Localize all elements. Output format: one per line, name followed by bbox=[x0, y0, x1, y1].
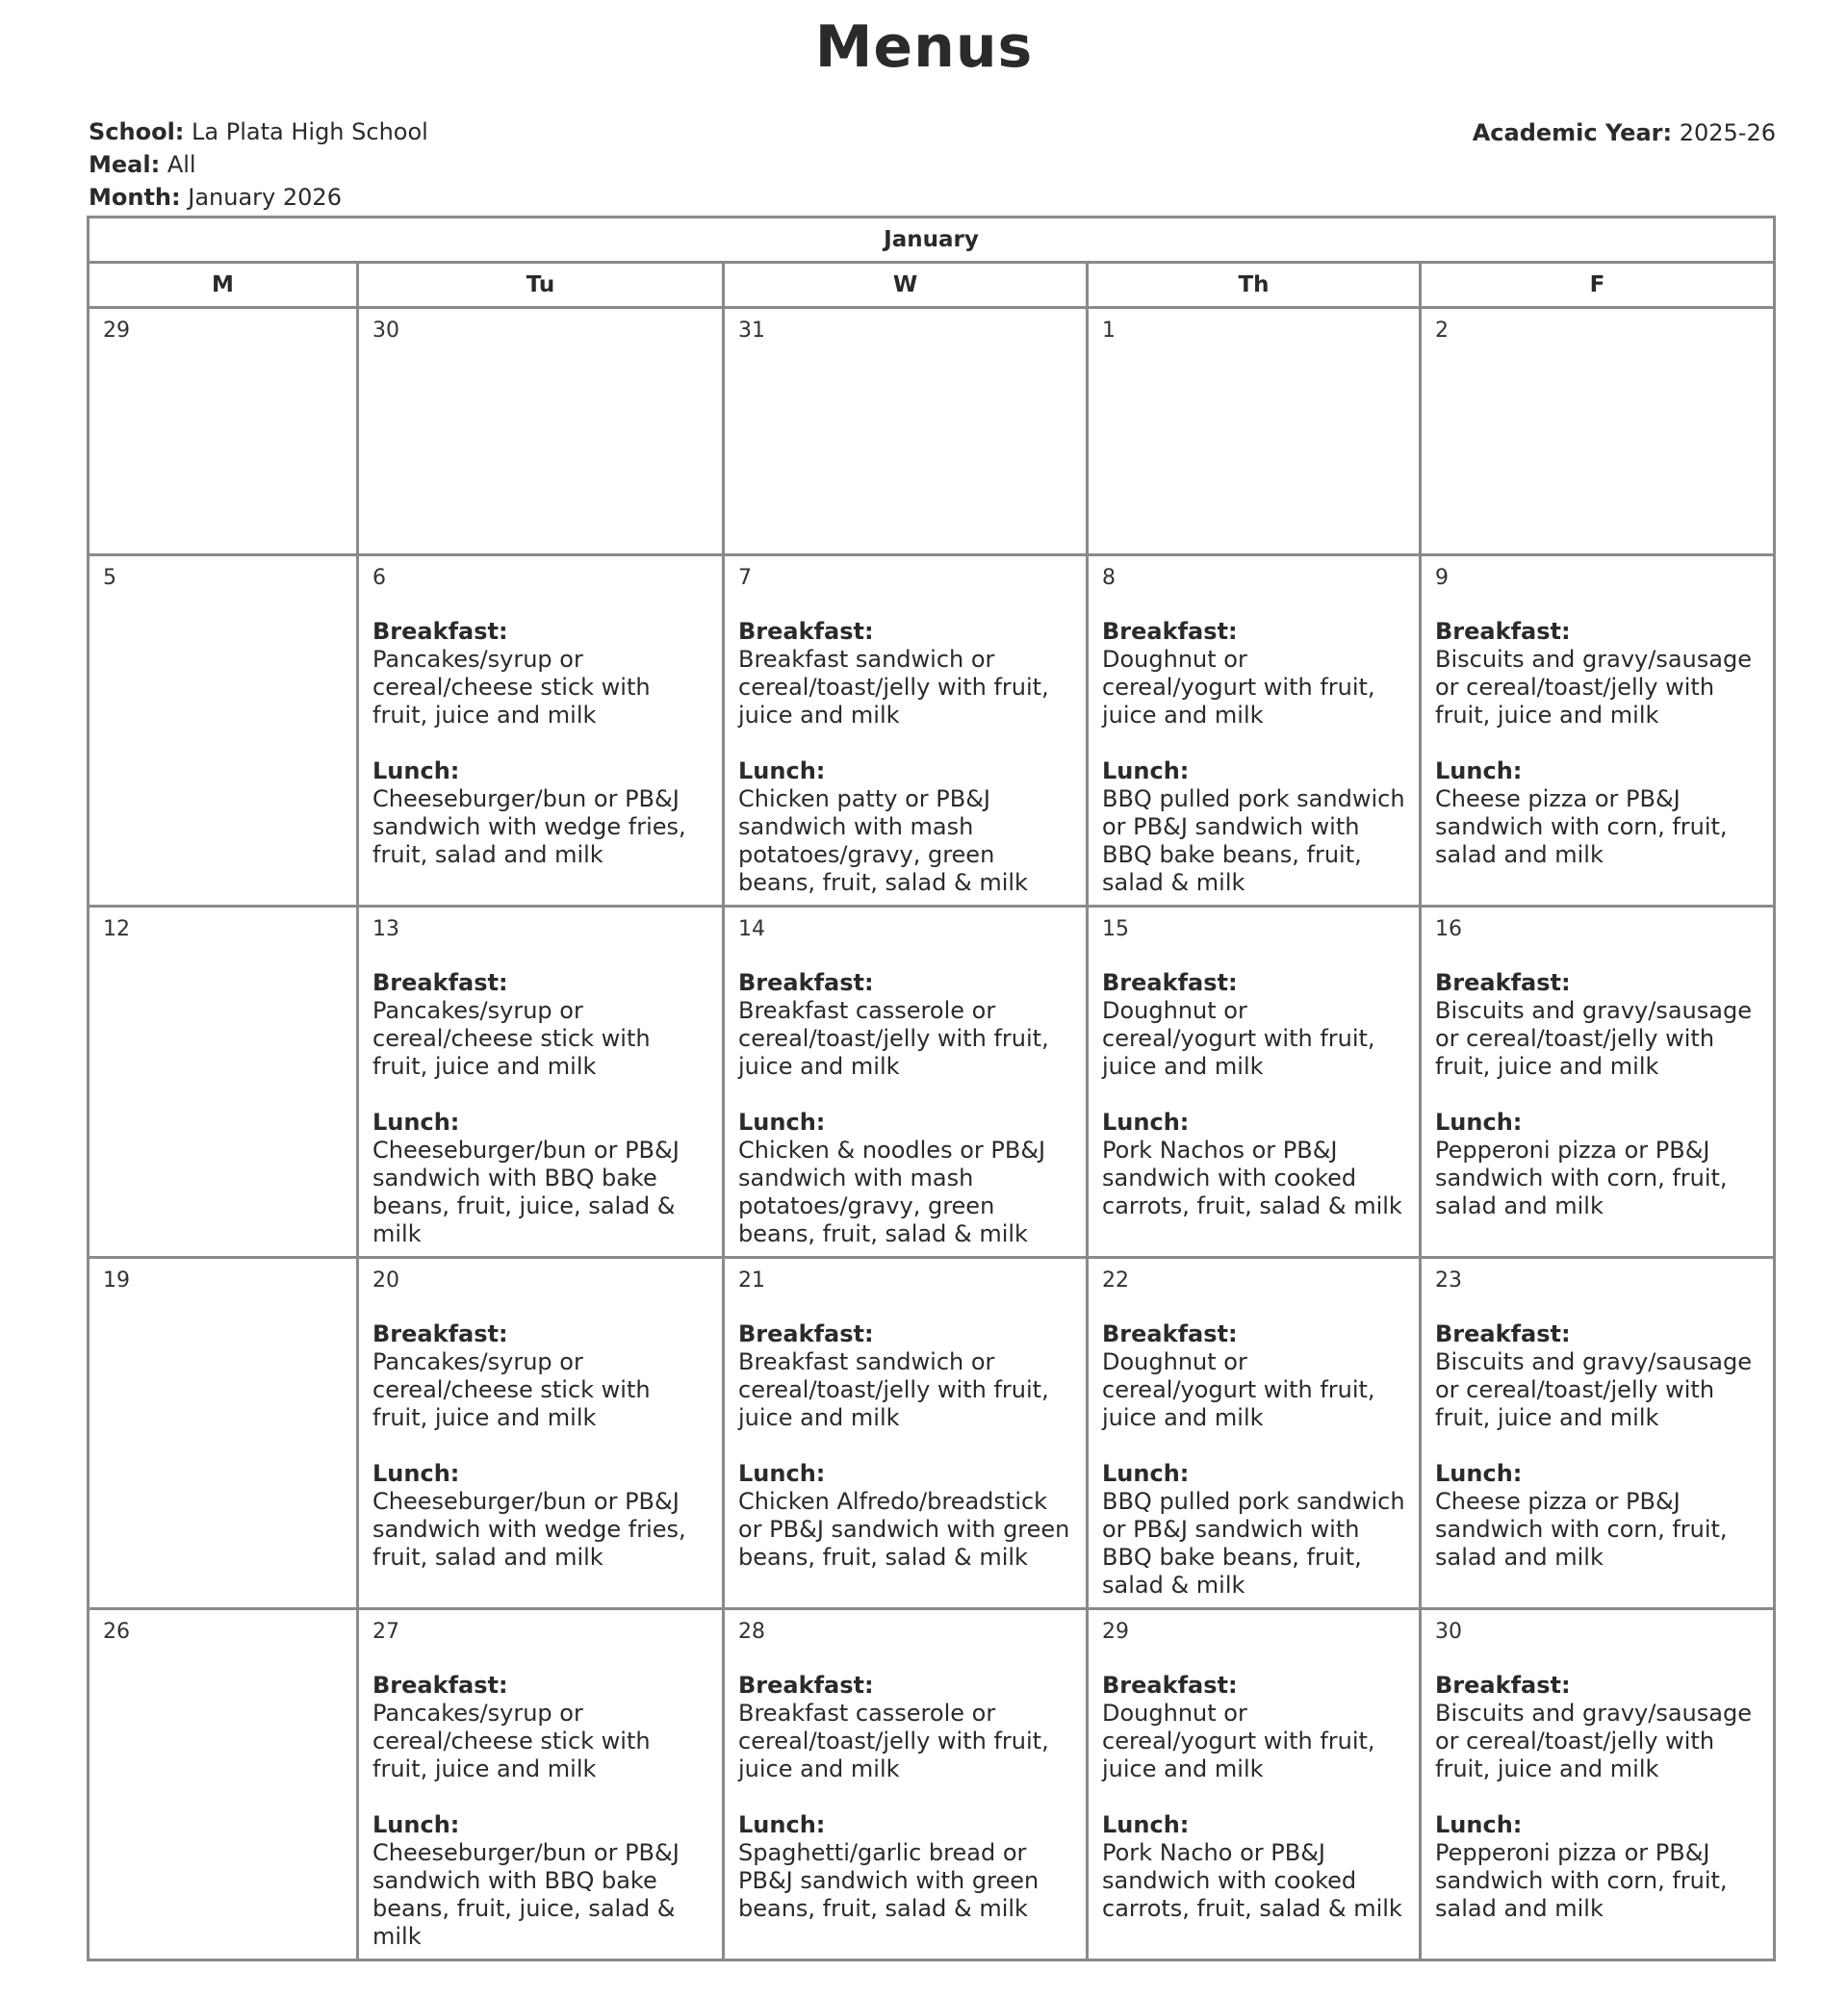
calendar-week-row bbox=[89, 308, 1775, 555]
lunch-label: Lunch: bbox=[738, 1460, 826, 1487]
lunch-label: Lunch: bbox=[372, 1811, 460, 1838]
academic-year-line bbox=[1473, 119, 1776, 146]
breakfast-menu: Breakfast sandwich or cereal/toast/jelly with fruit, juice and milk bbox=[738, 1348, 1049, 1431]
day-number: 8 bbox=[1102, 566, 1116, 590]
lunch-label: Lunch: bbox=[1435, 1811, 1523, 1838]
academic-year-label: Academic Year: bbox=[1472, 119, 1673, 146]
meal-line bbox=[89, 148, 428, 181]
calendar-day-cell bbox=[89, 1258, 358, 1609]
breakfast-menu: Pancakes/syrup or cereal/cheese stick with fruit, juice and milk bbox=[372, 1348, 651, 1431]
weekday-header: Th bbox=[1088, 263, 1421, 308]
lunch-menu: BBQ pulled pork sandwich or PB&J sandwich with BBQ bake beans, fruit, salad & milk bbox=[1102, 785, 1405, 896]
day-number: 30 bbox=[372, 319, 399, 343]
breakfast-label: Breakfast: bbox=[738, 1320, 874, 1347]
lunch-menu: Cheeseburger/bun or PB&J sandwich with BBQ bake beans, fruit, juice, salad & milk bbox=[372, 1137, 680, 1247]
lunch-menu: Cheese pizza or PB&J sandwich with corn, fruit, salad and milk bbox=[1435, 1488, 1728, 1571]
lunch-menu: Cheeseburger/bun or PB&J sandwich with BBQ bake beans, fruit, juice, salad & milk bbox=[372, 1839, 680, 1950]
day-number: 13 bbox=[372, 917, 399, 941]
calendar-month-header: January bbox=[89, 218, 1775, 263]
breakfast-label: Breakfast: bbox=[1102, 969, 1238, 996]
weekday-header: Tu bbox=[358, 263, 724, 308]
breakfast-menu: Breakfast casserole or cereal/toast/jelly with fruit, juice and milk bbox=[738, 1700, 1049, 1782]
lunch-menu: Chicken Alfredo/breadstick or PB&J sandwich with green beans, fruit, salad & milk bbox=[738, 1488, 1070, 1571]
breakfast-menu: Biscuits and gravy/sausage or cereal/toast/jelly with fruit, juice and milk bbox=[1435, 1348, 1752, 1431]
breakfast-label: Breakfast: bbox=[372, 1320, 508, 1347]
breakfast-label: Breakfast: bbox=[372, 969, 508, 996]
lunch-label: Lunch: bbox=[1102, 1811, 1190, 1838]
day-number: 12 bbox=[103, 917, 130, 941]
menu-info bbox=[89, 115, 428, 214]
lunch-label: Lunch: bbox=[372, 757, 460, 784]
breakfast-menu: Doughnut or cereal/yogurt with fruit, juice and milk bbox=[1102, 1348, 1375, 1431]
calendar-day-cell bbox=[358, 1609, 724, 1960]
lunch-menu: Cheeseburger/bun or PB&J sandwich with wedge fries, fruit, salad and milk bbox=[372, 785, 686, 868]
breakfast-menu: Breakfast casserole or cereal/toast/jelly with fruit, juice and milk bbox=[738, 997, 1049, 1080]
breakfast-label: Breakfast: bbox=[738, 1672, 874, 1699]
day-number: 5 bbox=[103, 566, 116, 590]
calendar-week-row bbox=[89, 1609, 1775, 1960]
breakfast-menu: Pancakes/syrup or cereal/cheese stick with fruit, juice and milk bbox=[372, 997, 651, 1080]
day-number: 6 bbox=[372, 566, 386, 590]
day-number: 30 bbox=[1435, 1620, 1462, 1644]
calendar-day-cell bbox=[358, 907, 724, 1258]
calendar-day-cell bbox=[89, 1609, 358, 1960]
day-number: 29 bbox=[1102, 1620, 1129, 1644]
weekday-header-row bbox=[89, 263, 1775, 308]
day-number: 14 bbox=[738, 917, 765, 941]
day-number: 22 bbox=[1102, 1268, 1129, 1293]
breakfast-label: Breakfast: bbox=[1102, 1672, 1238, 1699]
breakfast-label: Breakfast: bbox=[372, 1672, 508, 1699]
breakfast-label: Breakfast: bbox=[1435, 1320, 1571, 1347]
lunch-label: Lunch: bbox=[372, 1460, 460, 1487]
day-number: 20 bbox=[372, 1268, 399, 1293]
calendar-day-cell bbox=[1421, 555, 1775, 907]
lunch-menu: Spaghetti/garlic bread or PB&J sandwich with green beans, fruit, salad & milk bbox=[738, 1839, 1040, 1922]
breakfast-menu: Pancakes/syrup or cereal/cheese stick with fruit, juice and milk bbox=[372, 646, 651, 729]
breakfast-menu: Pancakes/syrup or cereal/cheese stick with fruit, juice and milk bbox=[372, 1700, 651, 1782]
lunch-menu: Chicken & noodles or PB&J sandwich with mash potatoes/gravy, green beans, fruit, salad & milk bbox=[738, 1137, 1046, 1247]
calendar-day-cell bbox=[724, 907, 1088, 1258]
breakfast-label: Breakfast: bbox=[1435, 969, 1571, 996]
meal-label: Meal: bbox=[89, 151, 161, 178]
lunch-label: Lunch: bbox=[1102, 1460, 1190, 1487]
lunch-menu: Cheeseburger/bun or PB&J sandwich with wedge fries, fruit, salad and milk bbox=[372, 1488, 686, 1571]
breakfast-label: Breakfast: bbox=[738, 618, 874, 645]
lunch-label: Lunch: bbox=[1435, 757, 1523, 784]
lunch-menu: Pork Nacho or PB&J sandwich with cooked carrots, fruit, salad & milk bbox=[1102, 1839, 1402, 1922]
weekday-header: W bbox=[724, 263, 1088, 308]
calendar-day-cell bbox=[358, 308, 724, 555]
calendar-week-row bbox=[89, 555, 1775, 907]
breakfast-menu: Biscuits and gravy/sausage or cereal/toast/jelly with fruit, juice and milk bbox=[1435, 997, 1752, 1080]
lunch-label: Lunch: bbox=[1435, 1109, 1523, 1136]
calendar-day-cell bbox=[1421, 1609, 1775, 1960]
lunch-menu: Pepperoni pizza or PB&J sandwich with corn, fruit, salad and milk bbox=[1435, 1839, 1728, 1922]
lunch-menu: Pepperoni pizza or PB&J sandwich with corn, fruit, salad and milk bbox=[1435, 1137, 1728, 1219]
calendar-day-cell bbox=[89, 308, 358, 555]
day-number: 9 bbox=[1435, 566, 1449, 590]
school-label: School: bbox=[89, 118, 185, 145]
month-value: January 2026 bbox=[188, 184, 342, 211]
calendar-day-cell bbox=[89, 555, 358, 907]
breakfast-menu: Biscuits and gravy/sausage or cereal/toast/jelly with fruit, juice and milk bbox=[1435, 646, 1752, 729]
day-number: 15 bbox=[1102, 917, 1129, 941]
calendar-day-cell bbox=[1088, 308, 1421, 555]
day-number: 27 bbox=[372, 1620, 399, 1644]
day-number: 7 bbox=[738, 566, 752, 590]
calendar-day-cell bbox=[1421, 1258, 1775, 1609]
calendar-week-row bbox=[89, 907, 1775, 1258]
calendar-day-cell bbox=[358, 1258, 724, 1609]
breakfast-menu: Doughnut or cereal/yogurt with fruit, juice and milk bbox=[1102, 997, 1375, 1080]
lunch-label: Lunch: bbox=[1102, 757, 1190, 784]
day-number: 31 bbox=[738, 319, 765, 343]
month-line bbox=[89, 181, 428, 214]
lunch-menu: Cheese pizza or PB&J sandwich with corn, fruit, salad and milk bbox=[1435, 785, 1728, 868]
lunch-label: Lunch: bbox=[738, 1811, 826, 1838]
lunch-label: Lunch: bbox=[1102, 1109, 1190, 1136]
academic-year-value: 2025-26 bbox=[1679, 119, 1776, 146]
calendar-day-cell bbox=[724, 308, 1088, 555]
lunch-label: Lunch: bbox=[738, 757, 826, 784]
lunch-label: Lunch: bbox=[1435, 1460, 1523, 1487]
calendar-day-cell bbox=[724, 1258, 1088, 1609]
month-label: Month: bbox=[89, 184, 181, 211]
lunch-menu: Chicken patty or PB&J sandwich with mash potatoes/gravy, green beans, fruit, salad & milk bbox=[738, 785, 1028, 896]
calendar-day-cell bbox=[724, 555, 1088, 907]
day-number: 2 bbox=[1435, 319, 1449, 343]
day-number: 26 bbox=[103, 1620, 130, 1644]
calendar-day-cell bbox=[1421, 907, 1775, 1258]
weekday-header: M bbox=[89, 263, 358, 308]
calendar-day-cell bbox=[1088, 1609, 1421, 1960]
breakfast-label: Breakfast: bbox=[1102, 618, 1238, 645]
breakfast-menu: Breakfast sandwich or cereal/toast/jelly with fruit, juice and milk bbox=[738, 646, 1049, 729]
page-title: Menus bbox=[814, 13, 1034, 81]
breakfast-label: Breakfast: bbox=[1435, 1672, 1571, 1699]
day-number: 29 bbox=[103, 319, 130, 343]
breakfast-label: Breakfast: bbox=[1435, 618, 1571, 645]
calendar-day-cell bbox=[89, 907, 358, 1258]
calendar-day-cell bbox=[1088, 555, 1421, 907]
day-number: 23 bbox=[1435, 1268, 1462, 1293]
breakfast-label: Breakfast: bbox=[372, 618, 508, 645]
day-number: 21 bbox=[738, 1268, 765, 1293]
lunch-menu: Pork Nachos or PB&J sandwich with cooked carrots, fruit, salad & milk bbox=[1102, 1137, 1402, 1219]
breakfast-label: Breakfast: bbox=[738, 969, 874, 996]
breakfast-menu: Biscuits and gravy/sausage or cereal/toast/jelly with fruit, juice and milk bbox=[1435, 1700, 1752, 1782]
lunch-label: Lunch: bbox=[738, 1109, 826, 1136]
calendar-day-cell bbox=[358, 555, 724, 907]
weekday-header: F bbox=[1421, 263, 1775, 308]
school-line bbox=[89, 115, 428, 148]
lunch-label: Lunch: bbox=[372, 1109, 460, 1136]
school-value: La Plata High School bbox=[192, 118, 428, 145]
calendar-day-cell bbox=[1421, 308, 1775, 555]
day-number: 1 bbox=[1102, 319, 1116, 343]
breakfast-label: Breakfast: bbox=[1102, 1320, 1238, 1347]
breakfast-menu: Doughnut or cereal/yogurt with fruit, juice and milk bbox=[1102, 1700, 1375, 1782]
lunch-menu: BBQ pulled pork sandwich or PB&J sandwich with BBQ bake beans, fruit, salad & milk bbox=[1102, 1488, 1405, 1599]
day-number: 28 bbox=[738, 1620, 765, 1644]
day-number: 19 bbox=[103, 1268, 130, 1293]
calendar-day-cell bbox=[724, 1609, 1088, 1960]
meal-value: All bbox=[167, 151, 196, 178]
calendar-day-cell bbox=[1088, 907, 1421, 1258]
breakfast-menu: Doughnut or cereal/yogurt with fruit, juice and milk bbox=[1102, 646, 1375, 729]
calendar-day-cell bbox=[1088, 1258, 1421, 1609]
calendar-week-row bbox=[89, 1258, 1775, 1609]
menu-calendar bbox=[87, 216, 1776, 1961]
day-number: 16 bbox=[1435, 917, 1462, 941]
